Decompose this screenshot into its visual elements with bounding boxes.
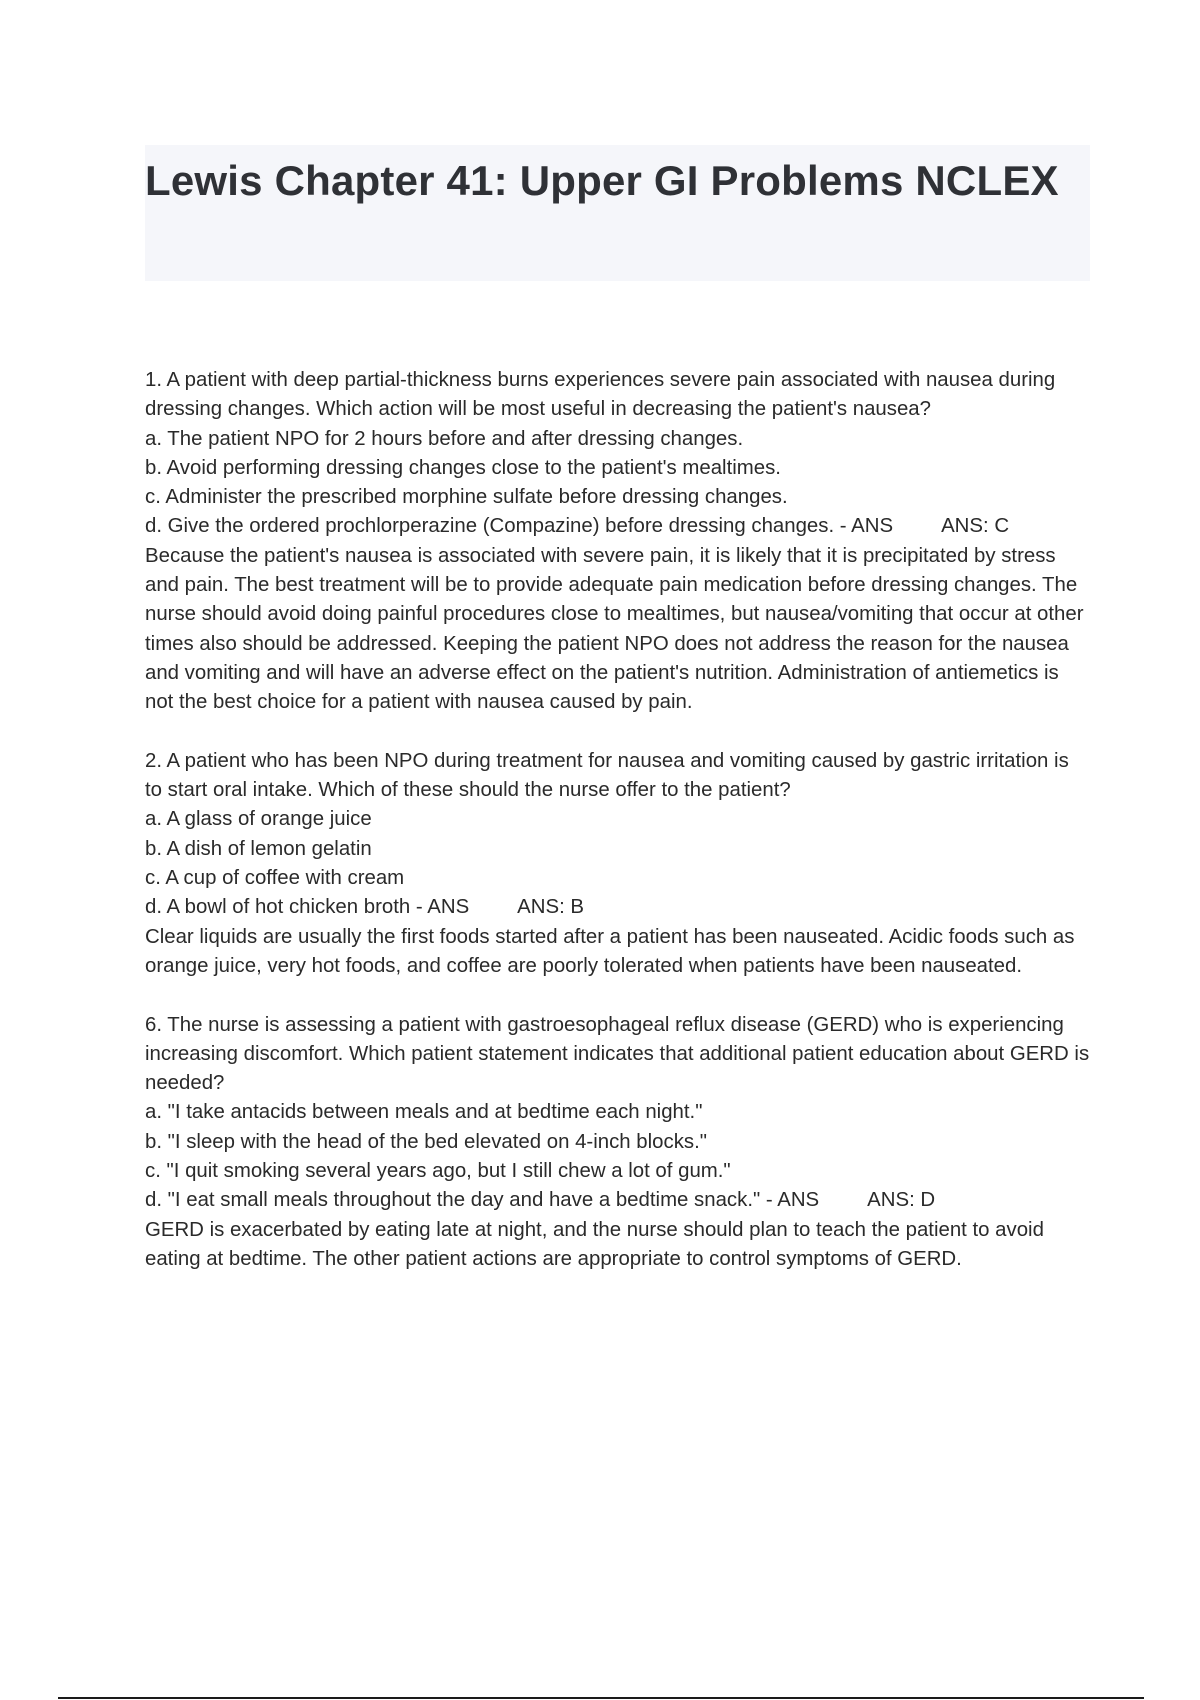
answer-option: b. A dish of lemon gelatin (145, 837, 372, 860)
answer-option: c. A cup of coffee with cream (145, 867, 405, 890)
answer-key: ANS: B (517, 896, 585, 919)
answer-option-with-key (145, 1186, 1090, 1215)
question-stem: 2. A patient who has been NPO during treatment for nausea and vomiting caused by gastric irritation is to start oral intake. Which of these should the nurse offer to the patient? (145, 749, 1075, 802)
answer-option: a. "I take antacids between meals and at bedtime each night." (145, 1101, 703, 1124)
answer-option: d. A bowl of hot chicken broth - ANS (145, 896, 470, 919)
answer-key: ANS: D (867, 1189, 936, 1212)
question-stem: 1. A patient with deep partial-thickness burns experiences severe pain associated with nausea during dressing changes. Which action will be most useful in decreasing the patient's nausea? (145, 369, 1061, 421)
footer-divider (58, 1697, 1144, 1699)
answer-option: b. "I sleep with the head of the bed elevated on 4-inch blocks." (145, 1130, 707, 1153)
rationale: Clear liquids are usually the first foods started after a patient has been nauseated. Acidic foods such as orange juice, very hot foods, and coffee are poorly tolerated when patients have been nauseated. (145, 925, 1081, 977)
answer-option: a. A glass of orange juice (145, 808, 372, 831)
answer-option-with-key (145, 512, 1090, 541)
answer-option: c. Administer the prescribed morphine sulfate before dressing changes. (145, 486, 788, 509)
question-block (145, 747, 1090, 981)
question-list (145, 366, 1095, 1304)
answer-option: d. "I eat small meals throughout the day and have a bedtime snack." - ANS (145, 1189, 820, 1212)
rationale: Because the patient's nausea is associated with severe pain, it is likely that it is precipitated by stress and pain. The best treatment will be to provide adequate pain medication before dressing changes. The nurse should avoid doing painful procedures close to mealtimes, but nausea/vomiting that occur at other times also should be addressed. Keeping the patient NPO does not address the reason for the nausea and vomiting and will have an adverse effect on the patient's nutrition. Administration of antiemetics is not the best choice for a patient with nausea caused by pain. (145, 544, 1090, 714)
rationale: GERD is exacerbated by eating late at night, and the nurse should plan to teach the patient to avoid eating at bedtime. The other patient actions are appropriate to control symptoms of GERD. (145, 1218, 1050, 1270)
answer-option: a. The patient NPO for 2 hours before and after dressing changes. (145, 427, 744, 450)
question-block (145, 366, 1090, 718)
document-title: Lewis Chapter 41: Upper GI Problems NCLEX (145, 157, 1059, 204)
title-banner (145, 145, 1090, 281)
answer-option-with-key (145, 893, 1090, 922)
question-block (145, 1011, 1095, 1275)
question-stem: 6. The nurse is assessing a patient with gastroesophageal reflux disease (GERD) who is experiencing increasing discomfort. Which patient statement indicates that additional patient education about GERD is needed? (145, 1013, 1095, 1095)
answer-option: b. Avoid performing dressing changes close to the patient's mealtimes. (145, 456, 781, 479)
answer-option: d. Give the ordered prochlorperazine (Compazine) before dressing changes. - ANS (145, 515, 894, 538)
answer-key: ANS: C (941, 515, 1010, 538)
answer-option: c. "I quit smoking several years ago, but I still chew a lot of gum." (145, 1160, 731, 1183)
